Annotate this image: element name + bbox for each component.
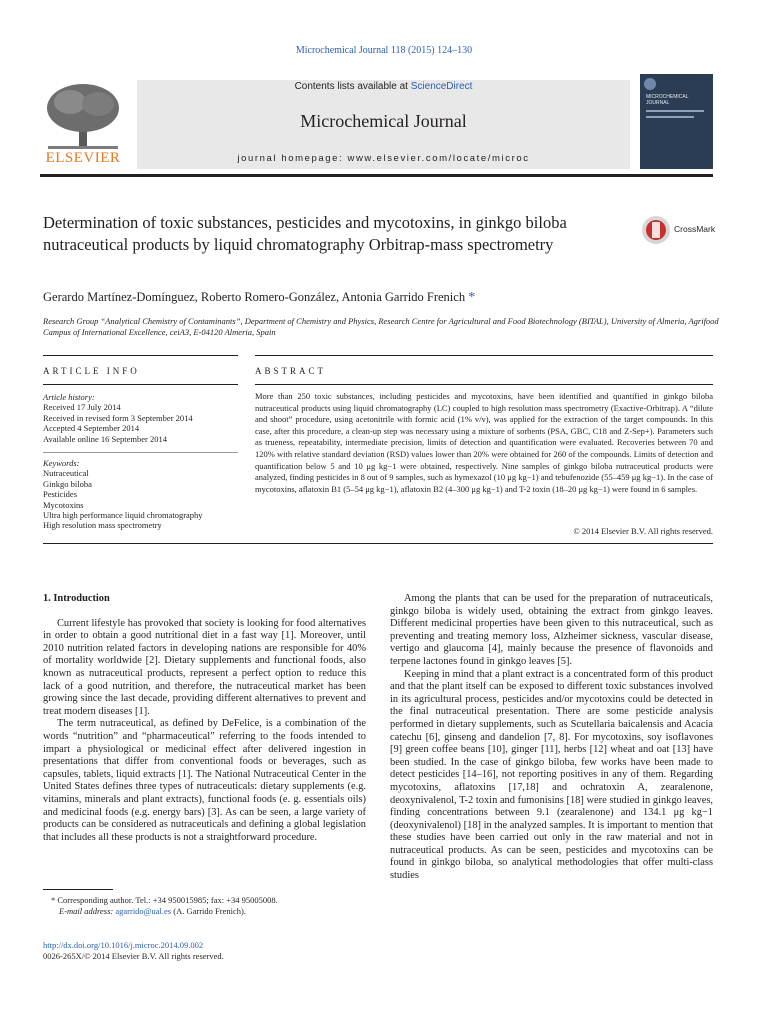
info-rule-2 [43, 384, 238, 385]
sciencedirect-link[interactable]: ScienceDirect [410, 81, 473, 92]
abstract-rule-2 [255, 384, 713, 385]
cover-emblem-icon [644, 78, 656, 90]
article-info-heading: ARTICLE INFO [43, 366, 140, 376]
journal-cover-image [640, 74, 713, 169]
crossmark-button[interactable] [641, 215, 716, 245]
corresponding-author-link[interactable]: * [468, 290, 476, 305]
journal-homepage [137, 153, 630, 164]
keyword-item: Mycotoxins [43, 499, 84, 510]
elsevier-wordmark: ELSEVIER [45, 150, 121, 166]
homepage-prefix: journal homepage: [237, 153, 348, 164]
history-item: Received 17 July 2014 [43, 402, 121, 413]
keywords-label: Keywords: [43, 458, 80, 468]
email-label: E-mail address: [59, 906, 116, 916]
cover-title: MICROCHEMICAL JOURNAL [646, 94, 689, 106]
history-label: Article history: [43, 392, 95, 402]
email-link[interactable]: agarrido@ual.es [115, 906, 172, 916]
corresponding-author-note: Corresponding author. Tel.: +34 950015985; fax: +34 95005008. [57, 895, 278, 905]
article-history [43, 392, 238, 444]
doi-block [43, 940, 366, 962]
header-rule [40, 174, 713, 177]
body-column-right [390, 593, 713, 883]
contents-line [137, 81, 630, 92]
abstract-copyright: © 2014 Elsevier B.V. All rights reserved. [573, 526, 713, 536]
journal-reference-link[interactable]: Microchemical Journal 118 (2015) 124–130 [295, 45, 473, 56]
keyword-item: Ultra high performance liquid chromatography [43, 510, 203, 521]
authors [43, 290, 723, 306]
body-paragraph: Keeping in mind that a plant extract is a concentrated form of this product and that the plant itself can be exposed to different toxic substances involved in its agricultural process, pesticides and/or mycotoxins could be detected in the final nutraceutical presentation. There are some pesticide analysis performed in dietary supplements, such as Scutellaria baicalensis and Acacia catechu [6], ginseng and dandelion [7, 8]. For mycotoxins, soy isoflavones [9] green coffee beans [10], ginger [11], herbs [12] wheat and oat [13] have been studied. In the case of ginkgo biloba, few works have been made to detect pesticides [14–16], not reporting positives in any of them. Regarding mycotoxins, aflatoxins [17,18] and ochratoxin A, zearalenone, deoxynivalenol, T-2 toxin and fumonisins [18] were studied in ginkgo leaves, finding concentrations between 9.1 (zearalenone) and 134.1 μg kg−1 (deoxynivalenol) [18] in the analyzed samples. It is important to mention that these studies have been carried out only in the raw material and not in nutraceutical products. As can be seen, pesticides and mycotoxins can be found in ginkgo biloba, so analytical methodologies that offer multi-class studies [390, 668, 713, 882]
footnote [43, 895, 366, 917]
body-paragraph: Current lifestyle has provoked that society is looking for food alternatives in order to obtain a good nutritional diet in a fast way [1]. Moreover, until 2010 nutrition related factors in developing nations are responsible for 40% of mortality worldwide [2]. Dietary supplements and functional foods, also known as nutraceutical products, represent a perfect option to reduce this lack of a good nutrition, and therefore, the nutraceutical market has been growing since the last decade, providing different alternatives to prevent and treat modern diseases [1]. [43, 617, 366, 717]
elsevier-logo [40, 80, 126, 168]
article-title: Determination of toxic substances, pesticides and mycotoxins, in ginkgo biloba nutraceutical products by liquid chromatography Orbitrap-mass spectrometry [43, 213, 567, 254]
abstract-heading: ABSTRACT [255, 366, 327, 376]
history-item: Accepted 4 September 2014 [43, 423, 140, 434]
abstract-text: More than 250 toxic substances, including pesticides and mycotoxins, have been identified and quantified in ginkgo biloba nutraceutical products using liquid chromatography (LC) coupled to high resolution mass spectrometry (Exactive-Orbitrap). A “dilute and shoot” procedure, using acetonitrile with formic acid (1% v/v), was applied for the extraction of the target compounds. In this case, after this procedure, a clean-up step was necessary using a mixture of sorbents (PSA, GBC, C18 and Z-Sep+). Parameters such as trueness, repeatability, intermediate precision, limits of detection and quantification were evaluated. Recoveries between 70 and 120% with relative standard deviation (RSD) values lower than 20% were obtained for 260 of the compounds. Limits of detection and quantification below 5 and 10 μg kg−1 were obtained, respectively. Nine samples of ginkgo biloba nutraceutical products were analyzed, finding pesticides in 8 out of 9 samples, such as hymexazol (10 μg kg−1) and tebufenozide (55–459 μg kg−1). In the case of mycotoxins, aflatoxin B1 (5–54 μg kg−1), aflatoxin B2 (4–300 μg kg−1) and T-2 toxin (18–20 μg kg−1) were found in 6 samples. [255, 391, 713, 494]
body-paragraph: Among the plants that can be used for the preparation of nutraceuticals, ginkgo biloba is widely used, obtaining the extract from ginkgo leaves. Different medicinal properties have been given to this nutraceutical, such as preventing and treating memory loss, Alzheimer sickness, vascular disease, vertigo and glaucoma [4], mainly because the presence of flavonoids and terpene lactones found in ginkgo leaves [5]. [390, 593, 713, 667]
affiliation: Research Group “Analytical Chemistry of Contaminants”, Department of Chemistry and Physics, Research Centre for Agricultural and Food Biotechnology (BITAL), University of Almeria, Agrifood Campus of International Excellence, ceiA3, E-04120 Almeria, Spain [43, 316, 719, 337]
keywords [43, 458, 238, 531]
contents-prefix: Contents lists available at [294, 81, 411, 92]
crossmark-label: CrossMark [674, 224, 716, 234]
footnote-mark: * [51, 895, 56, 905]
issn-line: 0026-265X/© 2014 Elsevier B.V. All rights reserved. [43, 951, 224, 961]
keyword-item: Pesticides [43, 489, 77, 500]
keyword-item: Ginkgo biloba [43, 478, 92, 489]
section-heading-introduction: 1. Introduction [43, 593, 110, 604]
abstract-rule [255, 355, 713, 356]
doi-link[interactable]: http://dx.doi.org/10.1016/j.microc.2014.09.002 [43, 940, 204, 950]
history-item: Available online 16 September 2014 [43, 433, 168, 444]
body-column-left [43, 593, 366, 844]
footnote-rule [43, 889, 113, 890]
crossmark-icon [641, 215, 671, 245]
email-suffix: (A. Garrido Frenich). [171, 906, 246, 916]
history-item: Received in revised form 3 September 2014 [43, 412, 193, 423]
keyword-item: High resolution mass spectrometry [43, 520, 162, 531]
author-names: Gerardo Martínez-Domínguez, Roberto Romero-González, Antonia Garrido Frenich [43, 290, 466, 304]
keyword-item: Nutraceutical [43, 468, 89, 479]
body-paragraph: The term nutraceutical, as defined by DeFelice, is a combination of the words “nutrition” and “pharmaceutical” referring to the foods intended to impart a physiological or medicinal effect after delivered ingestion in presentations that differ from conventional foods or beverages, such as capsules, tablets, liquid extracts [1]. The National Nutraceutical Center in the United States defines three types of nutraceuticals: dietary supplements (e.g. vitamins, minerals and plant extracts), functional foods (e. g. essentials oils) and medicinal foods (e.g. energy bars) [3]. As can be seen, a large variety of products can be considered as nutraceuticals and defining a global legislation that includes all these products is not a straightforward procedure. [43, 718, 366, 843]
info-rule [43, 355, 238, 356]
abstract-bottom-rule [43, 543, 713, 544]
journal-name: Microchemical Journal [300, 111, 467, 131]
keywords-rule [43, 452, 238, 453]
homepage-link[interactable]: www.elsevier.com/locate/microc [347, 153, 530, 164]
